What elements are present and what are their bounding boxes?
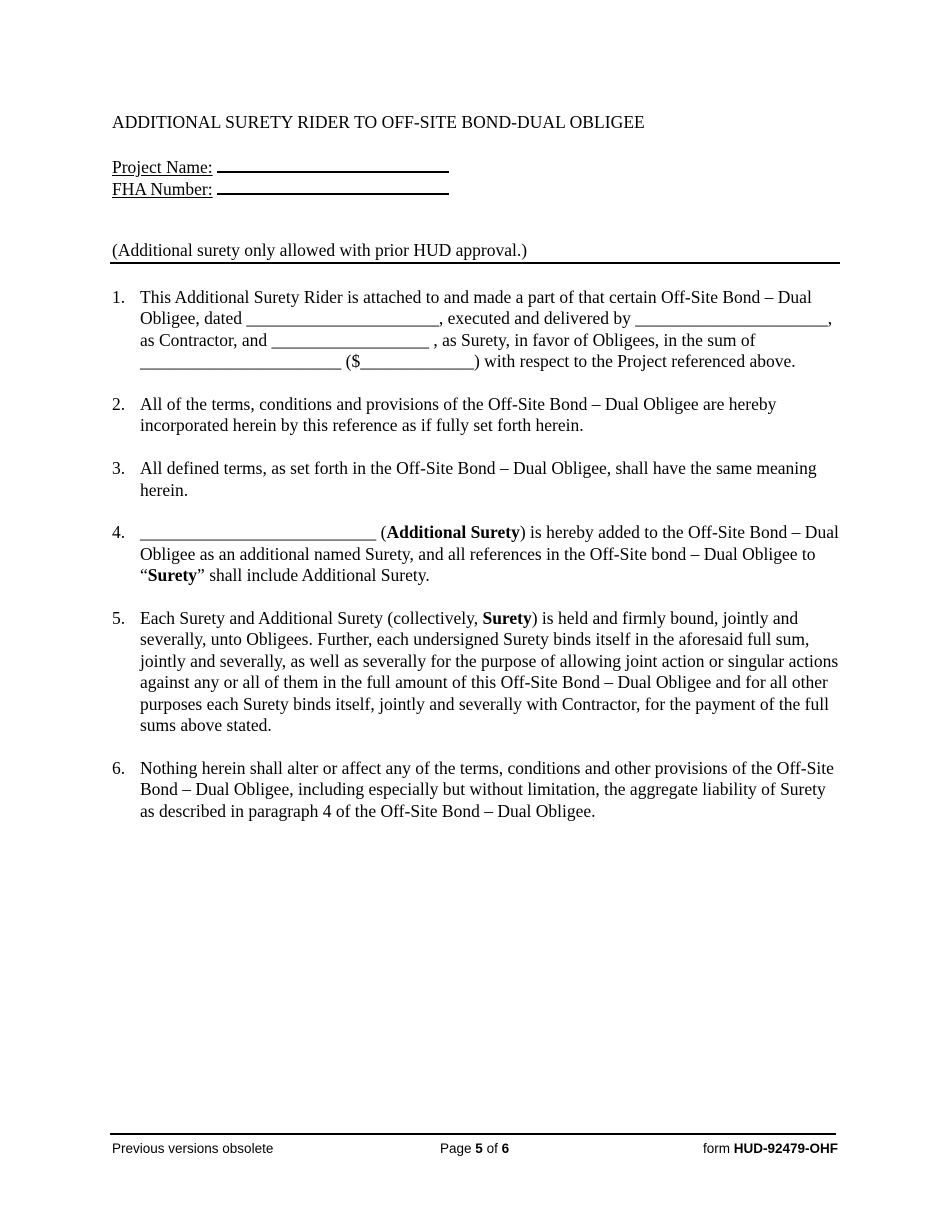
paragraph-number: 1. (112, 287, 126, 307)
form-number: HUD-92479-OHF (733, 1141, 838, 1156)
paragraph-4 (112, 522, 842, 586)
footer-page-number (440, 1141, 509, 1156)
page-current: 5 (475, 1141, 483, 1156)
paragraph-number: 6. (112, 757, 126, 778)
paragraph-text-segment: ) is hereby added to the Off-Site Bond – Dual Obligee as an additional named Surety, and all references in the Off-Site bond – Dual Obligee to “ (140, 522, 839, 586)
paragraph-text: All of the terms, conditions and provisions of the Off-Site Bond – Dual Obligee are hereby incorporated herein by this reference as if fully set forth herein. (140, 394, 777, 436)
project-name-blank (217, 155, 449, 173)
paragraph-text (140, 522, 839, 585)
project-name-field (112, 155, 449, 178)
paragraph-text (140, 608, 838, 735)
paragraph-text: Nothing herein shall alter or affect any of the terms, conditions and other provisions of the Off-Site Bond – Dual Obligee, including especially but without limitation, the aggregate liability of Surety as described in paragraph 4 of the Off-Site Bond – Dual Obligee. (140, 757, 834, 821)
bold-term: Surety (482, 608, 532, 629)
fha-number-field (112, 177, 449, 200)
bold-term: Additional Surety (386, 522, 520, 543)
page-of: of (486, 1141, 498, 1156)
section-divider (110, 262, 840, 264)
page-prefix: Page (440, 1141, 472, 1156)
document-title: ADDITIONAL SURETY RIDER TO OFF-SITE BOND-DUAL OBLIGEE (112, 112, 645, 132)
paragraph-text-segment: Each Surety and Additional Surety (collectively, (140, 608, 483, 629)
fha-number-blank (217, 177, 449, 195)
paragraph-2 (112, 394, 842, 437)
paragraph-text-segment: ) is held and firmly bound, jointly and severally, unto Obligees. Further, each undersigned Surety binds itself in the aforesaid full sum, jointly and severally, as well as severally for the purpose of allowing joint action or singular actions against any or all of them in the full amount of this Off-Site Bond – Dual Obligee and for all other purposes each Surety binds itself, jointly and severally with Contractor, for the payment of the full sums above stated. (140, 608, 839, 736)
footer-versions-note: Previous versions obsolete (112, 1141, 274, 1156)
fha-number-label: FHA Number: (112, 179, 213, 199)
page-total: 6 (501, 1141, 510, 1156)
bold-term: Surety (147, 565, 198, 586)
approval-note: (Additional surety only allowed with prior HUD approval.) (112, 240, 528, 260)
paragraph-number: 3. (112, 458, 126, 479)
paragraph-text: This Additional Surety Rider is attached to and made a part of that certain Off-Site Bond – Dual Obligee, dated ______________________, executed and delivered by ______________________, as Contractor, and __________________ , as Surety, in favor of Obligees, in the sum of _______________________ ($_____________) with respect to the Project referenced above. (140, 287, 833, 372)
paragraph-text-segment: ___________________________ ( (140, 522, 387, 543)
project-name-label: Project Name: (112, 157, 213, 177)
paragraph-5 (112, 608, 842, 736)
paragraph-text: All defined terms, as set forth in the Off-Site Bond – Dual Obligee, shall have the same meaning herein. (140, 458, 817, 500)
paragraph-6 (112, 758, 842, 822)
paragraph-1 (112, 287, 842, 373)
paragraph-3 (112, 458, 842, 501)
paragraph-number: 2. (112, 394, 126, 415)
footer-divider (110, 1133, 836, 1135)
paragraph-text-segment: ” shall include Additional Surety. (197, 565, 430, 586)
form-prefix: form (702, 1141, 730, 1156)
footer-form-number (703, 1141, 838, 1156)
paragraph-number: 5. (112, 608, 126, 629)
paragraph-number: 4. (112, 522, 126, 543)
numbered-paragraphs (112, 287, 842, 843)
